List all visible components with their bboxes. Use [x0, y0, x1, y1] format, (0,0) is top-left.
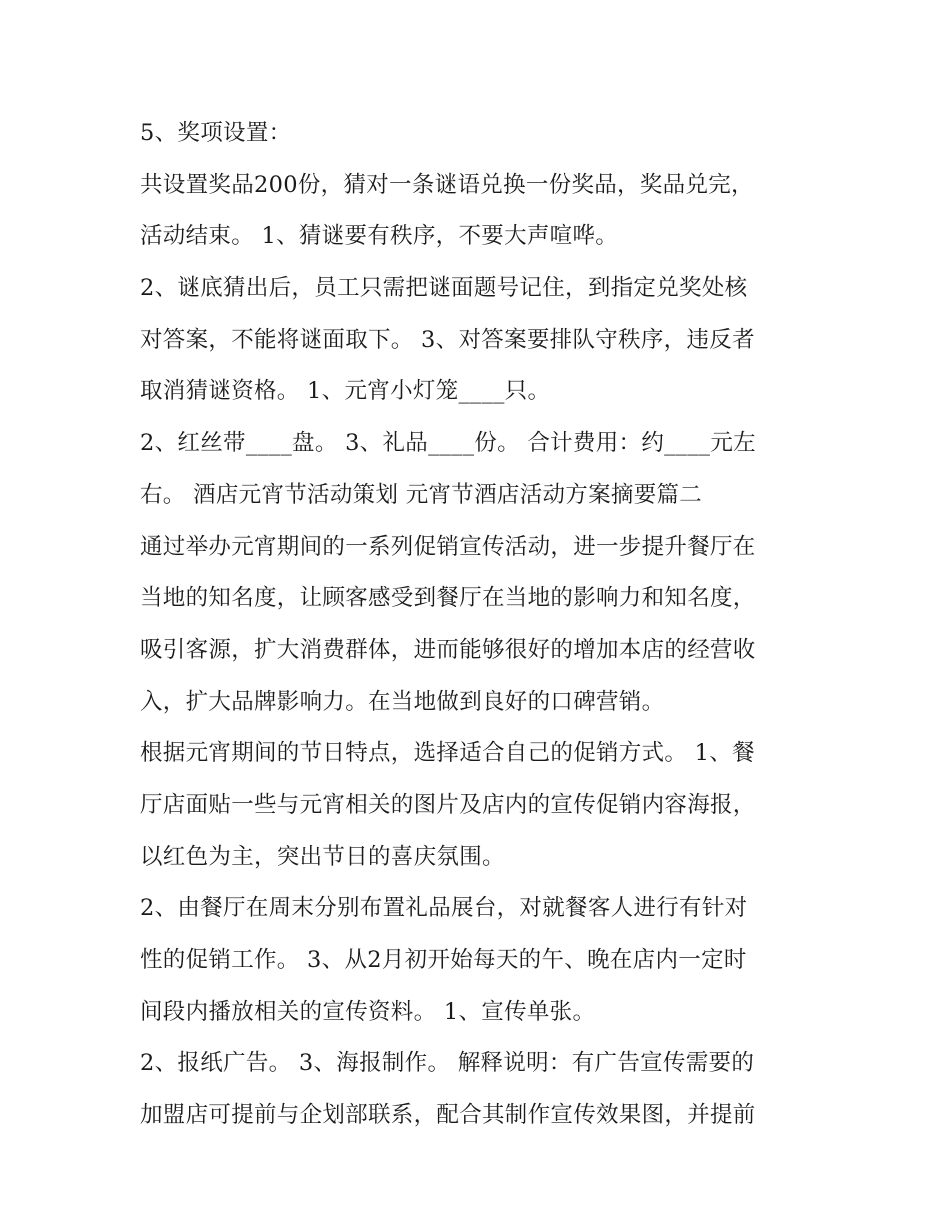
text-line: 活动结束。 1、猜谜要有秩序，不要大声喧哗。 — [140, 223, 619, 250]
text-line: 间段内播放相关的宣传资料。 1、宣传单张。 — [140, 998, 596, 1025]
text-line: 2、红丝带____盘。 3、礼品____份。 合计费用：约____元左 — [140, 430, 756, 457]
text-line: 加盟店可提前与企划部联系，配合其制作宣传效果图，并提前 — [140, 1102, 756, 1129]
text-line: 共设置奖品200份，猜对一条谜语兑换一份奖品，奖品兑完， — [140, 171, 754, 198]
text-line: 2、由餐厅在周末分别布置礼品展台，对就餐客人进行有针对 — [140, 895, 748, 922]
text-line: 以红色为主，突出节日的喜庆氛围。 — [140, 843, 505, 870]
text-line: 取消猜谜资格。 1、元宵小灯笼____只。 — [140, 378, 551, 405]
text-line: 根据元宵期间的节日特点，选择适合自己的促销方式。 1、餐 — [140, 740, 755, 767]
text-line: 厅店面贴一些与元宵相关的图片及店内的宣传促销内容海报， — [140, 791, 756, 818]
text-line: 性的促销工作。 3、从2月初开始每天的午、晚在店内一定时 — [140, 947, 747, 973]
text-line: 当地的知名度，让顾客感受到餐厅在当地的影响力和知名度， — [140, 585, 756, 612]
text-line: 右。 酒店元宵节活动策划 元宵节酒店活动方案摘要篇二 — [140, 481, 703, 508]
text-line: 入，扩大品牌影响力。在当地做到良好的口碑营销。 — [140, 688, 665, 715]
text-line: 对答案，不能将谜面取下。 3、对答案要排队守秩序，违反者 — [140, 326, 755, 353]
text-line: 通过举办元宵期间的一系列促销宣传活动，进一步提升餐厅在 — [140, 533, 756, 560]
text-line: 2、报纸广告。 3、海报制作。 解释说明：有广告宣传需要的 — [140, 1050, 755, 1077]
text-line: 吸引客源，扩大消费群体，进而能够很好的增加本店的经营收 — [140, 636, 756, 663]
document-body — [140, 108, 820, 1142]
text-line: 5、奖项设置： — [140, 120, 292, 146]
text-line: 2、谜底猜出后，员工只需把谜面题号记住，到指定兑奖处核 — [140, 275, 748, 302]
